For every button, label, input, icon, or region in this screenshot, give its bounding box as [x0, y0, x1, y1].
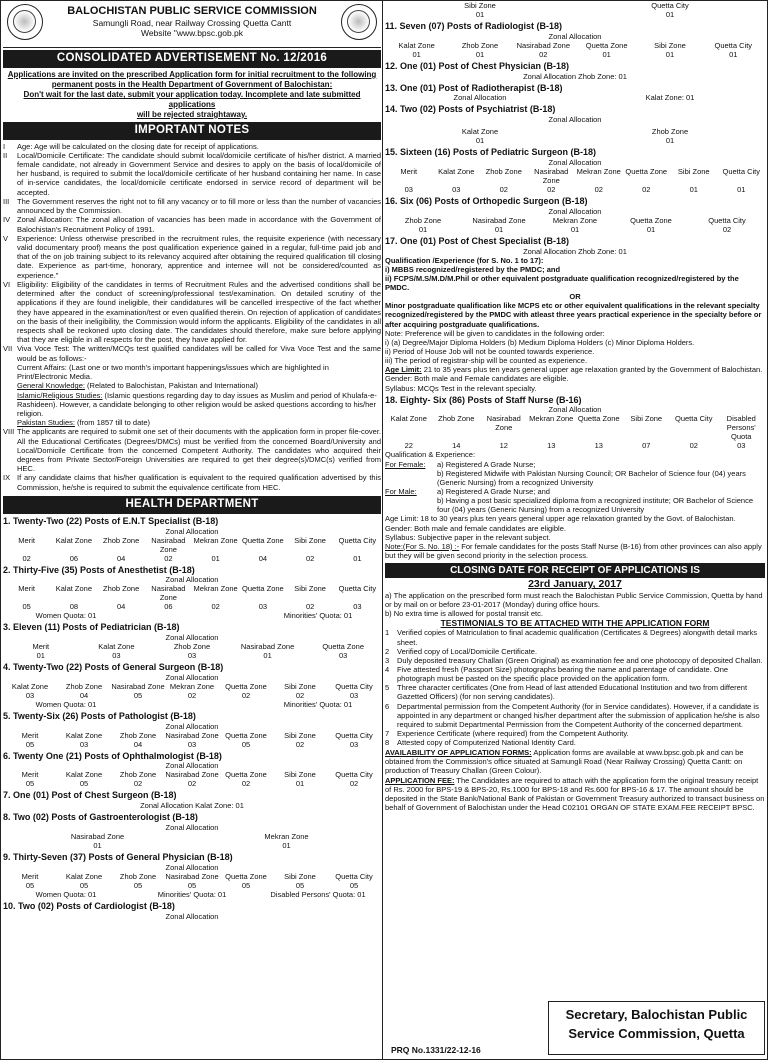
- cell: 02: [722, 224, 732, 234]
- testimonial-item: 3 Duly deposited treasury Challan (Green Original) as examination fee and one photocopy of deposited Challan.: [385, 655, 763, 665]
- intro: Applications are invited on the prescribed Application form for initial recruitment to the following permanent posts in the Health Department of Government of Balochistan: Don't wait for the last date, submit your application today. Incomplete and late submitted applications will be rejected straightaway.: [7, 69, 377, 119]
- important-notes-title: IMPORTANT NOTES: [3, 122, 381, 140]
- cell: 01: [646, 224, 656, 234]
- cell: Quetta City: [674, 414, 713, 424]
- cell: 01: [295, 779, 305, 789]
- cell: 02: [305, 553, 315, 563]
- post-11-title: 11. Seven (07) Posts of Radiologist (B-18): [385, 21, 563, 31]
- post-15-title: 15. Sixteen (16) Posts of Pediatric Surgeon (B-18): [385, 147, 597, 158]
- cell: Quetta Zone: [630, 215, 672, 225]
- cell: Quetta Zone: [577, 414, 620, 424]
- cell: 01: [737, 184, 746, 194]
- cell: Zhob Zone: [102, 584, 140, 594]
- cell: Mekran Zone: [552, 215, 598, 225]
- cell: Kalat Zone: [65, 770, 103, 780]
- post-4-title: 4. Twenty-Two (22) Posts of General Surgeon (B-18): [3, 662, 224, 673]
- post-16-title: 16. Six (06) Posts of Orthopedic Surgeon (B-18): [385, 195, 588, 206]
- closing-date: 23rd January, 2017: [528, 578, 622, 591]
- cell: 03: [349, 739, 359, 749]
- post-7-title: 7. One (01) Post of Chest Surgeon (B-18): [3, 790, 177, 801]
- cell: 01: [211, 553, 220, 563]
- prq-number: PRQ No.1331/22-12-16: [391, 1044, 481, 1055]
- cell: 02: [349, 779, 359, 789]
- cell: Mekran Zone: [193, 535, 238, 545]
- cell: 05: [22, 602, 31, 612]
- cell: 05: [25, 739, 35, 749]
- cell: 03: [258, 602, 268, 612]
- cell: Quetta Zone: [625, 166, 668, 176]
- cell: 03: [187, 739, 197, 749]
- cell: 01: [689, 184, 698, 194]
- header: [3, 1, 381, 48]
- advert-title: CONSOLIDATED ADVERTISEMENT No. 12/2016: [3, 50, 381, 68]
- post-1-title: 1. Twenty-Two (22) Posts of E.N.T Specialist (B-18): [3, 515, 219, 526]
- cell: 05: [241, 739, 251, 749]
- bpsc-logo-icon: [7, 4, 43, 40]
- cell: 01: [602, 49, 611, 59]
- post-14-title: 14. Two (02) Posts of Psychiatrist (B-18): [385, 104, 556, 115]
- cell: 02: [499, 184, 508, 194]
- cell: Nasirabad Zone: [240, 642, 295, 652]
- cell: 05: [349, 880, 359, 890]
- cell: Nasirabad Zone: [165, 730, 219, 740]
- cell: Quetta City: [335, 681, 373, 691]
- cell: 04: [133, 739, 143, 749]
- cell: 02: [187, 690, 197, 700]
- cell: 02: [642, 184, 651, 194]
- cell: Nasirabad Zone: [516, 40, 570, 50]
- cell: Nasirabad Zone: [472, 215, 526, 225]
- cell: Quetta Zone: [322, 642, 365, 652]
- cell: Quetta Zone: [242, 584, 284, 594]
- cell: 01: [665, 49, 675, 59]
- cell: Zhob Zone: [173, 642, 211, 652]
- cell: Sibi Zone: [294, 535, 326, 545]
- availability: AVAILABILITY OF APPLICATION FORMS: Application forms are available at www.bpsc.gob.pk and can be obtained from the Commission's office situated at Samungli Road (Near Railway Crossing) Quetta Cantt: on production of Treasury Challan (Green Colour).: [385, 748, 744, 776]
- right-column: Sibi Zone Quetta City 01 01 11. Seven (07) Posts of Radiologist (B-18) Zonal Allocation Kalat Zone Zhob Zone Nasirabad Zone Quetta Zone Sibi Zone Quetta City 01 01 02 01 01 01 12. One (01) Post of Chest Physician (B-18) Zonal Allocation Zhob Zone: 01 13. One (01) Post of Radiotherapist (B-18) Zonal Allocation Kalat Zone: 01 14. Two (02) Posts of Psychiatrist (B-18) Zonal Allocation Kalat Zone Zhob Zone 01 01 15. Sixteen (16) Posts of Pediatric Surgeon (B-18) Zonal Allocation Merit Kalat Zone Zhob Zone Nasirabad Zone Mekran Zone Quetta Zone Sibi Zone Quetta City 03 03 02 02 02 02 01 01 16. Six (06) Posts of Orthopedic Surgeon (B-18) Zonal Allocation Zhob Zone Nasirabad Zone Mekran Zone Quetta Zone Quetta City 01 01 01 01 02 17. One (01) Post of Chest Specialist (B-18) Zonal Allocation Zhob Zone: 01 Qualification /Experience (for S. No. 1 to 17): i) MBBS recognized/registered by the PMDC; and ii) FCPS/M.S/M.D/M.Phil or other equivalent postgraduate qualification recognized/registered by the PMDC. OR Minor postgraduate qualification like MCPS etc or other equivalent qualifications in the relevant specialty recognized/registered by the PMDC with atleast three years practical experience in the specialty before or after acquiring postgraduate qualifications. Note: Preference will be given to candidates in the following order: i) (a) Degree/Major Diploma Holders (b) Medium Diploma Holders (c) Minor Diploma Holders. ii) Period of House Job will not be counted towards experience. iii) The period of registrar-ship will be counted as experience. Age Limit: 21 to 35 years plus ten years general upper age relaxation granted by the Government of Balochistan. Gender: Both male and Female candidates are eligible. Syllabus: MCQs Test in the relevant specialty. 18. Eighty- Six (86) Posts of Staff Nurse (B-16) Zonal Allocation Kalat Zone Zhob Zone Nasirabad Zone Mekran Zone Quetta Zone Sibi Zone Quetta City Disabled Persons' Quota 22 14 12 13 13 07 02 03 Qualification & Experience: For Female: a) Registered A Grade Nurse; b) Registered Midwife with Pakistan Nursing Council; OR Bachelor of Science four (04) years (Generic Nursing) from a recognized University For Male: a) Registered A Grade Nurse; and b) Having a post basic specialized diploma from a recognized institute; OR Bachelor of Science four (04) years (Generic Nursing) from a recognized University Age Limit: 18 to 30 years plus ten years general upper age relaxation granted by the Govt. of Balochistan. Gender: Both male and female candidates are eligible. Syllabus: Subjective paper in the relevant subject. Note:(For S. No. 18) :- For female candidates for the posts Staff Nurse (B-16) from other provinces can also apply but they will be given second priority in the selection process. CLOSING DATE FOR RECEIPT OF APPLICATIONS IS 23rd January, 2017 a) The application on the prescribed form must reach the Balochistan Public Service Commission, Quetta by hand or by mail on or before 23-01-2017 (Monday) during office hours. b) No extra time is allowed for postal transit etc. TESTIMONIALS TO BE ATTACHED WITH THE APPLICATION FORM 1 Verified copies of Matriculation to final academic qualification (Certificates & Degrees) alongwith detail marks sheet. 2 Verified copy of Local/Domicile Certificate. 3 Duly deposited treasury Challan (Green Original) as examination fee and one photocopy of deposited Challan. 4 Five attested fresh (Passport Size) photographs bearing the name and parentage of candidate. One photograph must be pasted on the specific place provided on the application form. 5 Three character certificates (One from Head of last attended Educational Institution and two from different Gazetted Officers) (for non serving candidates). 6 Departmental permission from the Competent Authority (for in Service candidates). However, if a candidate is appointed in any department or changed his/her department after the submission of application he/she is also required to submit Departmental Permission from the Competent Authority of the concerned department. 7 Experience Certificate (where required) from the Competent Authority. 8 Attested copy of Computerized National Identity Card. AVAILABILITY OF APPLICATION FORMS: Application forms are available at www.bpsc.gob.pk and can be obtained from the Commission's office situated at Samungli Road (Near Railway Crossing) Quetta Cantt: on production of Treasury Challan (Green Colour). APPLICATION FEE: The Candidates are required to attach with the application form the original treasury receipt of Rs. 2000 for BPS-19 & BPS-20, Rs.1000 for BPS-18 and Rs.600 for BPS-16 & 17. The amount should be deposited in the State Bank/National Bank of Pakistan or Government Treasury authorized to transact business on behalf of Government of Balochistan under the Head C02101 ORGAN OF STATE EXAM.FEE RECEIPT BPSC.: [385, 1, 765, 813]
- cell: 05: [241, 880, 251, 890]
- cell: Quetta City: [708, 215, 746, 225]
- cell: 02: [187, 779, 197, 789]
- left-column: BALOCHISTAN PUBLIC SERVICE COMMISSION Samungli Road, near Railway Crossing Quetta Cantt Website "www.bpsc.gob.pk CONSOLIDATED ADVERTISEMENT No. 12/2016 Applications are invited on the prescribed Application form for initial recruitment to the following permanent posts in the Health Department of Government of Balochistan: Don't wait for the last date, submit your application today. Incomplete and late submitted applications will be rejected straightaway. IMPORTANT NOTES I Age: Age will be calculated on the closing date for receipt of applications. II Local/Domicile Certificate: The candidate should submit local/domicile certificate of his/her district. A married female candidate, not already in Government Service and desires to apply on the basis of local/domicile of her husband, is required to submit the local/domicile certificate of her husband containing her name. In case of in-service candidates, the local/domicile certificate endorsed in service record of department will be accepted. III The Government reserves the right not to fill any vacancy or to fill more or less than the number of vacancies announced by the Commission. IV Zonal Allocation: The zonal allocation of vacancies has been made in accordance with the Government of Balochistan's Recruitment Policy of 1991. V Experience: Unless otherwise prescribed in the recruitment rules, the requisite experience (with necessary valid documentary proof) means the post qualification experience gained in a regular, full-time paid job and that of the on job training subject to its relevancy acquired after obtaining the required qualification till closing date. Experience as part-time, honorary, apprentice and internee will not be considered/counted as experience." VI Eligibility: Eligibility of the candidates in terms of Recruitment Rules and the advertised conditions shall be determined after the conduct of screening/professional test/examination. On detailed scrutiny of the applications if they are found ineligible, their candidatures will be cancelled irrespective of the fact whether they have appeared in the examination/test or even qualified therein. On rejection of application of candidates on the basis of their ineligibility, the Commission would inform the applicants. Eligibility of the candidates in all respects shall be reckoned upto closing date. The candidates should therefore, make sure before applying that they are eligible in all respects for the post, they have applied for. VII Viva Voce Test: The written/MCQs test qualified candidates will be called for Viva Voce Test and the same would be as follows:- Current Affairs: (Last one or two month's important happenings/issues which are highlighted in Print/Electronic Media. General Knowledge: (Related to Balochistan, Pakistan and International) Islamic/Religious Studies: (Islamic questions regarding day to day issues as Muslim and period of Khulafa-e-Rashideen). However, a candidate belonging to other religion would be asked questions according to his/her religion. Pakistan Studies: (from 1857 till to date) VIII The applicants are required to submit one set of their documents with the application form in proper file-cover. All the Educational Certificates (Degrees/DMCs) must be verified from the concerned Board/University and Local/Domicile Certificate from the concerned Competent Authority. The candidates who acquired their degrees from Private Sector/Foreign Universities are required to get their degree(s)/DMC(s) verified from HEC. IX If any candidate claims that his/her qualification is equivalent to the required qualification advertised by this Commission, he/she is required to submit the equivalence certificate from HEC. HEALTH DEPARTMENT 1. Twenty-Two (22) Posts of E.N.T Specialist (B-18) Zonal Allocation Merit Kalat Zone Zhob Zone Nasirabad Zone Mekran Zone Quetta Zone Sibi Zone Quetta City 02 06 04 02 01 04 02 01 2. Thirty-Five (35) Posts of Anesthetist (B-18) Zonal Allocation Merit Kalat Zone Zhob Zone Nasirabad Zone Mekran Zone Quetta Zone Sibi Zone Quetta City 05 08 04 06 02 03 02 03 Women Quota: 01 Minorities' Quota: 01 3. Eleven (11) Posts of Pediatrician (B-18) Zonal Allocation Merit Kalat Zone Zhob Zone Nasirabad Zone Quetta Zone 01 03 03 01 03 4. Twenty-Two (22) Posts of General Surgeon (B-18) Zonal Allocation Kalat Zone Zhob Zone Nasirabad Zone Mekran Zone Quetta Zone Sibi Zone Quetta City 03 04 05 02 02 02 03 Women Quota: 01 Minorities' Quota: 01 5. Twenty-Six (26) Posts of Pathologist (B-18) Zonal Allocation Merit Kalat Zone Zhob Zone Nasirabad Zone Quetta Zone Sibi Zone Quetta City 05 03 04 03 05 02 03 6. Twenty One (21) Posts of Ophthalmologist (B-18) Zonal Allocation Merit Kalat Zone Zhob Zone Nasirabad Zone Quetta Zone Sibi Zone Quetta City 05 05 02 02 02 01 02 7. One (01) Post of Chest Surgeon (B-18) Zonal Allocation Kalat Zone: 01 8. Two (02) Posts of Gastroenterologist (B-18) Zonal Allocation Nasirabad Zone Mekran Zone 01 01 9. Thirty-Seven (37) Posts of General Physician (B-18) Zonal Allocation Merit Kalat Zone Zhob Zone Nasirabad Zone Quetta Zone Sibi Zone Quetta City 05 05 05 05 05 05 05 Women Quota: 01 Minorities' Quota: 01 Disabled Persons' Quota: 01 10. Two (02) Posts of Cardiologist (B-18) Zonal Allocation: [3, 1, 381, 921]
- cell: 03: [79, 739, 89, 749]
- post-17-title: 17. One (01) Post of Chest Specialist (B-18): [385, 235, 570, 246]
- cell: Nasirabad Zone: [165, 770, 219, 780]
- cell: Quetta City: [335, 770, 373, 780]
- cell: Kalat Zone: [98, 642, 135, 652]
- post-5-title: 5. Twenty-Six (26) Posts of Pathologist (B-18): [3, 710, 196, 721]
- cell: Kalat Zone: [390, 414, 427, 424]
- testimonials-title: TESTIMONIALS TO BE ATTACHED WITH THE APPLICATION FORM: [440, 618, 710, 629]
- cell: Nasirabad Zone: [151, 535, 186, 554]
- post-9-title: 9. Thirty-Seven (37) Posts of General Physician (B-18): [3, 852, 233, 863]
- cell: 02: [241, 690, 251, 700]
- cell: 03: [187, 651, 197, 661]
- cell: Sibi Zone: [654, 40, 686, 50]
- qualification-section: Qualification /Experience (for S. No. 1 to 17): i) MBBS recognized/registered by the PMDC; and ii) FCPS/M.S/M.D/M.Phil or other equivalent postgraduate qualification recognized/registered by the PMDC. OR Minor postgraduate qualification like MCPS etc or other equivalent qualifications in the relevant specialty recognized/registered by the PMDC with atleast three years practical experience in the specialty before or after acquiring postgraduate qualifications. Note: Preference will be given to candidates in the following order: i) (a) Degree/Major Diploma Holders (b) Medium Diploma Holders (c) Minor Diploma Holders. ii) Period of House Job will not be counted towards experience. iii) The period of registrar-ship will be counted as experience. Age Limit: 21 to 35 years plus ten years general upper age relaxation granted by the Government of Balochistan. Gender: Both male and Female candidates are eligible. Syllabus: MCQs Test in the relevant specialty.: [385, 255, 763, 393]
- cell: 03: [353, 602, 362, 612]
- cell: 06: [69, 553, 79, 563]
- closing-date-banner: CLOSING DATE FOR RECEIPT OF APPLICATIONS IS: [385, 563, 765, 578]
- cell: 01: [494, 224, 504, 234]
- cell: Kalat Zone: [55, 584, 93, 594]
- cell: 03: [25, 690, 35, 700]
- cell: Kalat Zone: [65, 730, 103, 740]
- cell: 01: [412, 49, 421, 59]
- cell: 02: [547, 184, 556, 194]
- cell: Zhob Zone: [404, 215, 442, 225]
- cell: 05: [79, 880, 89, 890]
- cell: 05: [25, 779, 35, 789]
- cell: Sibi Zone: [284, 730, 316, 740]
- cell: 01: [353, 553, 362, 563]
- cell: Quetta City: [722, 166, 760, 176]
- cell: 05: [187, 880, 197, 890]
- cell: Mekran Zone: [529, 414, 574, 424]
- cell: Sibi Zone: [284, 681, 316, 691]
- cell: 01: [36, 651, 45, 661]
- cell: 03: [452, 184, 461, 194]
- cell: 02: [211, 602, 220, 612]
- cell: Quetta Zone: [225, 681, 267, 691]
- cell: Zhob Zone: [461, 40, 499, 50]
- cell: Kalat Zone: [55, 535, 93, 545]
- testimonial-item: 2 Verified copy of Local/Domicile Certificate.: [385, 646, 538, 656]
- cell: Merit: [18, 535, 35, 545]
- staff-nurse-qualification: Qualification & Experience: For Female: a) Registered A Grade Nurse; b) Registered Midwife with Pakistan Nursing Council; OR Bachelor of Science four (04) years (Generic Nursing) from a recognized University For Male: a) Registered A Grade Nurse; and b) Having a post basic specialized diploma from a recognized institute; OR Bachelor of Science four (04) years (Generic Nursing) from a recognized University Age Limit: 18 to 30 years plus ten years general upper age relaxation granted by the Govt. of Balochistan. Gender: Both male and female candidates are eligible. Syllabus: Subjective paper in the relevant subject. Note:(For S. No. 18) :- For female candidates for the posts Staff Nurse (B-16) from other provinces can also apply but they will be given second priority in the selection process.: [385, 450, 762, 561]
- cell: Nasirabad Zone: [151, 584, 186, 603]
- cell: 01: [475, 49, 485, 59]
- cell: 01: [263, 651, 272, 661]
- cell: Quetta City: [335, 871, 373, 881]
- cell: 03: [339, 651, 348, 661]
- health-department-title: HEALTH DEPARTMENT: [3, 496, 381, 514]
- testimonial-item: 1 Verified copies of Matriculation to final academic qualification (Certificates & Degrees) alongwith detail marks sheet.: [385, 628, 758, 647]
- cell: 02: [295, 739, 305, 749]
- post-18-title: 18. Eighty- Six (86) Posts of Staff Nurse (B-16): [385, 394, 582, 405]
- cell: Sibi Zone: [284, 770, 316, 780]
- cell: 02: [594, 184, 603, 194]
- cell: Zhob Zone: [119, 730, 157, 740]
- cell: Merit: [32, 642, 50, 652]
- cell: Sibi Zone: [294, 584, 326, 594]
- closing-notes: a) The application on the prescribed form must reach the Balochistan Public Service Commission, Quetta by hand or by mail on or before 23-01-2017 (Monday) during office hours. b) No extra time is allowed for postal transit etc.: [385, 590, 763, 619]
- cell: 02: [241, 779, 251, 789]
- cell: Nasirabad Zone: [111, 681, 165, 691]
- cell: 13: [547, 441, 556, 451]
- cell: 04: [116, 602, 126, 612]
- cell: Quetta Zone: [242, 535, 284, 545]
- cell: Sibi Zone: [677, 166, 710, 176]
- cell: Merit: [21, 770, 39, 780]
- cell: Nasirabad Zone: [165, 871, 219, 881]
- cell: 04: [258, 553, 268, 563]
- cell: 05: [295, 880, 305, 890]
- cell: Zhob Zone: [485, 166, 522, 176]
- cell: Mekran Zone: [193, 584, 238, 594]
- commission-address: Samungli Road, near Railway Crossing Quetta Cantt: [92, 18, 292, 29]
- cell: Quetta Zone: [225, 871, 267, 881]
- zones-row: [3, 536, 381, 554]
- cell: 06: [164, 602, 173, 612]
- cell: 05: [133, 690, 143, 700]
- cell: 02: [295, 690, 305, 700]
- cell: 02: [539, 49, 548, 59]
- cell: 01: [729, 49, 738, 59]
- post-12-title: 12. One (01) Post of Chest Physician (B-18): [385, 60, 570, 71]
- cell: Zhob Zone: [119, 770, 157, 780]
- cell: Quetta City: [338, 584, 377, 594]
- cell: 03: [404, 184, 413, 194]
- cell: 03: [349, 690, 359, 700]
- cell: Quetta Zone: [225, 770, 267, 780]
- cell: 02: [22, 553, 31, 563]
- cell: 12: [499, 441, 508, 451]
- cell: Quetta City: [714, 40, 753, 50]
- cell: Kalat Zone: [11, 681, 49, 691]
- cell: Sibi Zone: [284, 871, 316, 881]
- cell: 02: [689, 441, 698, 451]
- cell: Merit: [18, 584, 35, 594]
- cell: Quetta City: [335, 730, 373, 740]
- testimonial-item: 6 Departmental permission from the Competent Authority (for in Service candidates). However, if a candidate is appointed in any department or changed his/her department after the submission of application he/she is also required to submit Departmental Permission from the Competent Authority of the concerned department.: [385, 701, 760, 729]
- cell: Zhob Zone: [119, 871, 157, 881]
- testimonials-list: [385, 628, 765, 747]
- cell: Quetta Zone: [585, 40, 628, 50]
- cell: 05: [79, 779, 89, 789]
- cell: Nasirabad Zone: [534, 166, 569, 185]
- post-2-title: 2. Thirty-Five (35) Posts of Anesthetist (B-18): [3, 564, 195, 575]
- cell: Mekran Zone: [576, 166, 621, 176]
- secretary-signature-box: Secretary, Balochistan Public Service Commission, Quetta: [548, 1001, 765, 1055]
- cell: 01: [570, 224, 580, 234]
- notes-list: I Age: Age will be calculated on the closing date for receipt of applications. II Local/Domicile Certificate: The candidate should submit local/domicile certificate of his/her district. A married female candidate, not already in Government Service and desires to apply on the basis of local/domicile of her husband, is required to submit the local/domicile certificate of her husband containing her name. In case of in-service candidates, the local/domicile certificate endorsed in service record of department will be accepted. III The Government reserves the right not to fill any vacancy or to fill more or less than the number of vacancies announced by the Commission. IV Zonal Allocation: The zonal allocation of vacancies has been made in accordance with the Government of Balochistan's Recruitment Policy of 1991. V Experience: Unless otherwise prescribed in the recruitment rules, the requisite experience (with necessary valid documentary proof) means the post qualification experience gained in a regular, full-time paid job and that of the on job training subject to its relevancy acquired after obtaining the required qualification till closing date. Experience as part-time, honorary, apprentice and internee will not be considered/counted as experience." VI Eligibility: Eligibility of the candidates in terms of Recruitment Rules and the advertised conditions shall be determined after the conduct of screening/professional test/examination. On detailed scrutiny of the applications if they are found ineligible, their candidatures will be cancelled irrespective of the fact whether they have appeared in the examination/test or even qualified therein. On rejection of application of candidates on the basis of their ineligibility, the Commission would inform the applicants. Eligibility of the candidates in all respects shall be reckoned upto closing date. The candidates should therefore, make sure before applying that they are eligible in all respects for the post, they have applied for. VII Viva Voce Test: The written/MCQs test qualified candidates will be called for Viva Voce Test and the same would be as follows:- Current Affairs: (Last one or two month's important happenings/issues which are highlighted in Print/Electronic Media. General Knowledge: (Related to Balochistan, Pakistan and International) Islamic/Religious Studies: (Islamic questions regarding day to day issues as Muslim and period of Khulafa-e-Rashideen). However, a candidate belonging to other religion would be asked questions according to his/her religion. Pakistan Studies: (from 1857 till to date) VIII The applicants are required to submit one set of their documents with the application form in proper file-cover. All the Educational Certificates (Degrees/DMCs) must be verified from the concerned Board/University and Local/Domicile Certificate from the concerned Competent Authority. The candidates who acquired their degrees from Private Sector/Foreign Universities are required to get their degree(s)/DMC(s) verified from HEC. IX If any candidate claims that his/her qualification is equivalent to the required qualification advertised by this Commission, he/she is required to submit the equivalence certificate from HEC.: [3, 141, 381, 492]
- application-fee: APPLICATION FEE: The Candidates are required to attach with the application form the original treasury receipt of Rs. 2000 for BPS-19 & BPS-20, Rs.1000 for BPS-18 and Rs.600 for BPS-16 & 17. The amount should be deposited in the State Bank/National Bank of Pakistan or Government Treasury authorized to transact business on behalf of Government of Balochistan under the Head C02101 ORGAN OF STATE EXAM.FEE RECEIPT BPSC.: [385, 775, 765, 813]
- cell: Kalat Zone: [398, 40, 435, 50]
- testimonial-item: 7 Experience Certificate (where required) from the Competent Authority.: [385, 728, 629, 738]
- cell: Zhob Zone: [102, 535, 140, 545]
- testimonial-item: 8 Attested copy of Computerized National Identity Card.: [385, 738, 576, 748]
- cell: 04: [116, 553, 126, 563]
- cell: Merit: [21, 871, 39, 881]
- cell: Nasirabad Zone: [486, 414, 521, 433]
- cell: Kalat Zone: [65, 871, 103, 881]
- commission-title: BALOCHISTAN PUBLIC SERVICE COMMISSION: [67, 5, 317, 17]
- cell: Merit: [400, 166, 418, 176]
- government-seal-icon: [341, 4, 377, 40]
- cell: Zhob Zone: [65, 681, 103, 691]
- cell: Quetta Zone: [225, 730, 267, 740]
- cell: 05: [133, 880, 143, 890]
- testimonial-item: 4 Five attested fresh (Passport Size) photographs bearing the name and parentage of candidate. One photograph must be pasted on the specific place provided on the application form.: [385, 664, 729, 684]
- cell: Quetta City: [338, 535, 377, 545]
- cell: 03: [112, 651, 121, 661]
- cell: Zhob Zone: [438, 414, 475, 424]
- cell: 22: [404, 441, 413, 451]
- cell: 03: [737, 441, 746, 451]
- cell: 02: [305, 602, 315, 612]
- cell: 01: [418, 224, 428, 234]
- cell: 04: [79, 690, 89, 700]
- cell: 05: [25, 880, 35, 890]
- commission-website: Website "www.bpsc.gob.pk: [140, 28, 244, 39]
- cell: Sibi Zone: [630, 414, 663, 424]
- post-8-title: 8. Two (02) Posts of Gastroenterologist (B-18): [3, 812, 198, 823]
- post-13-title: 13. One (01) Post of Radiotherapist (B-18): [385, 82, 563, 93]
- cell: 13: [594, 441, 603, 451]
- post-10-title: 10. Two (02) Posts of Cardiologist (B-18): [3, 900, 175, 911]
- cell: Disabled Persons' Quota: [726, 414, 756, 442]
- column-divider: [382, 1, 383, 1059]
- post-6-title: 6. Twenty One (21) Posts of Ophthalmologist (B-18): [3, 750, 222, 761]
- post-3-title: 3. Eleven (11) Posts of Pediatrician (B-18): [3, 622, 180, 633]
- cell: 07: [642, 441, 651, 451]
- cell: 02: [133, 779, 143, 789]
- cell: Mekran Zone: [169, 681, 215, 691]
- cell: Kalat Zone: [438, 166, 475, 176]
- cell: 02: [164, 553, 173, 563]
- cell: Merit: [21, 730, 39, 740]
- cell: 14: [452, 441, 461, 451]
- testimonial-item: 5 Three character certificates (One from Head of last attended Educational Institution and two from different Gazetted Officers) (for non serving candidates).: [385, 683, 748, 702]
- cell: 08: [69, 602, 79, 612]
